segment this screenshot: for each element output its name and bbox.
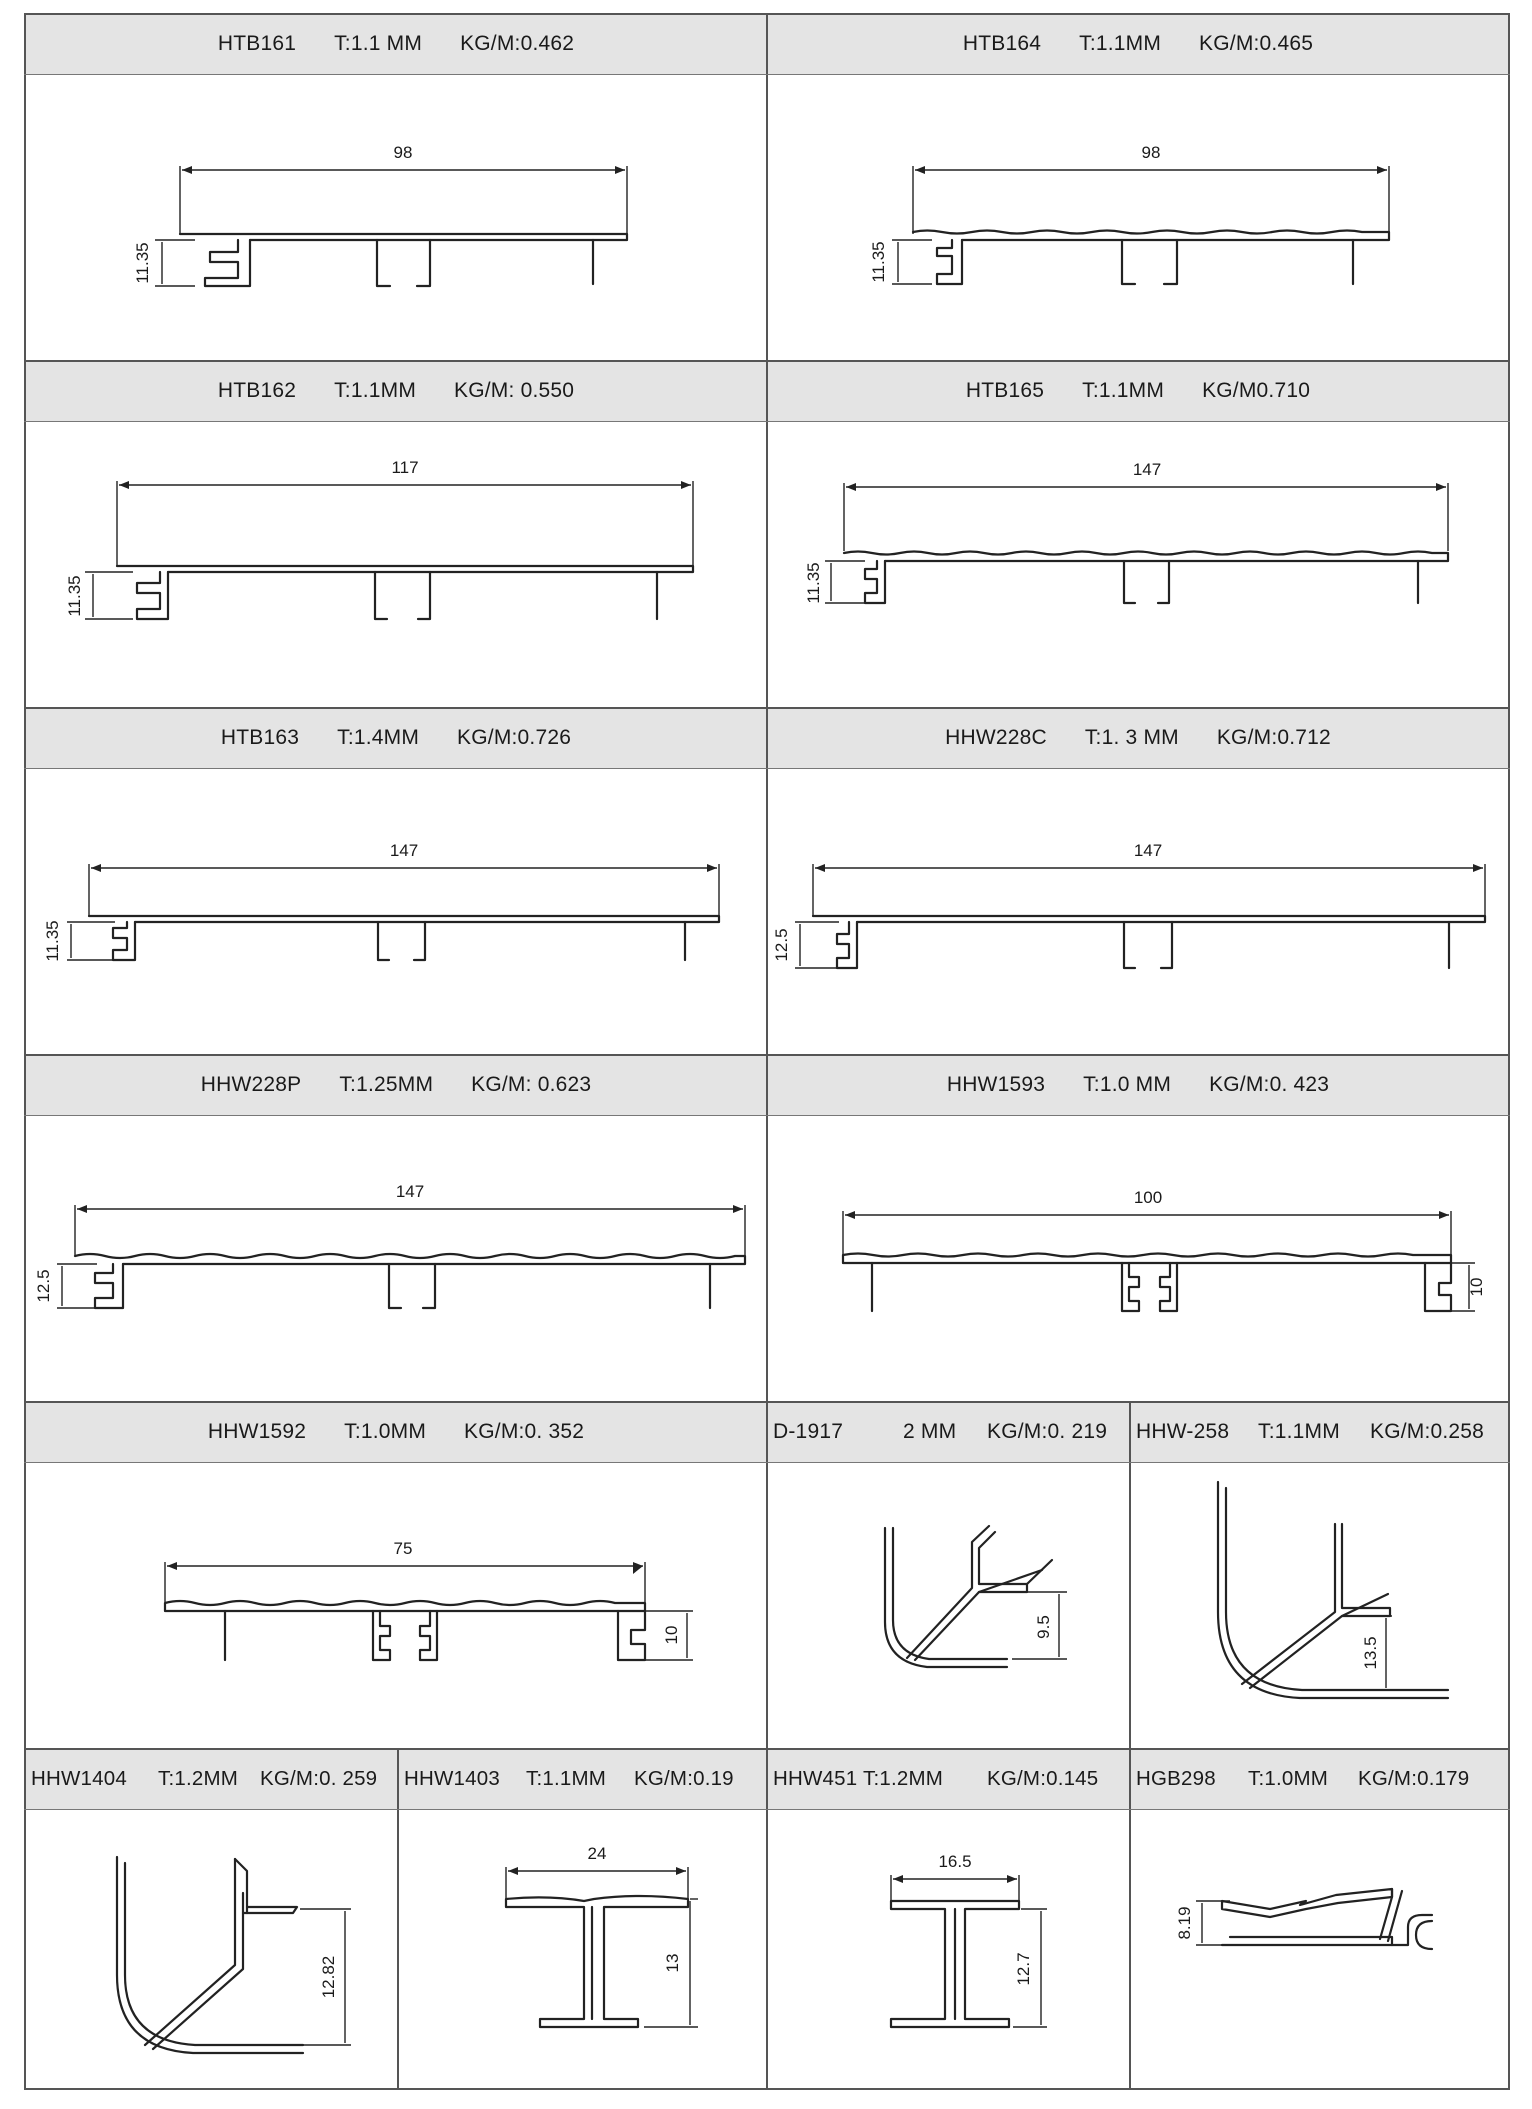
width-dimension: 147: [1133, 841, 1163, 860]
grid-row-line: [24, 707, 1510, 709]
profile-thickness: T:1.1 MM: [334, 32, 423, 55]
grid-row-line: [24, 1401, 1510, 1403]
profile-drawing: [25, 1115, 767, 1402]
profile-drawing-svg: [398, 1809, 767, 2089]
profile-weight: KG/M: 0.550: [454, 379, 575, 402]
profile-card-htb165: [767, 361, 1509, 708]
profile-header: [25, 361, 767, 421]
profile-code: HTB162: [217, 379, 297, 402]
profile-card-hhw258: [1130, 1402, 1509, 1749]
profile-drawing-svg: [767, 74, 1509, 361]
profile-card-htb164: [767, 14, 1509, 361]
width-dimension: 147: [395, 1182, 425, 1201]
profile-drawing: [1130, 1462, 1509, 1749]
profile-thickness: T:1.1MM: [1258, 1420, 1340, 1443]
profile-card-htb161: [25, 14, 767, 361]
profile-thickness: 2 MM: [903, 1420, 957, 1443]
profile-header: [25, 1055, 767, 1115]
profile-drawing: [398, 1809, 767, 2089]
width-dimension: 75: [393, 1539, 413, 1558]
height-dimension: 13: [663, 1953, 682, 1973]
profile-thickness: T:1.2MM: [863, 1767, 943, 1790]
grid-header-line: [24, 1809, 1510, 1810]
profile-header: [767, 1402, 1130, 1462]
profile-thickness: T:1.0 MM: [1083, 1073, 1172, 1096]
grid-header-line: [24, 1462, 1510, 1463]
profile-drawing: [767, 74, 1509, 361]
profile-drawing-svg: [767, 1115, 1509, 1402]
profile-drawing-svg: [1130, 1809, 1509, 2089]
profile-thickness: T:1.2MM: [158, 1767, 238, 1790]
profile-card-hhw1593: [767, 1055, 1509, 1402]
profile-code: HHW1404: [31, 1767, 127, 1790]
profile-weight: KG/M:0.726: [457, 726, 572, 749]
grid-border-left: [24, 13, 26, 2090]
profile-code: HTB163: [220, 726, 300, 749]
profile-drawing-svg: [1130, 1462, 1509, 1749]
grid-header-line: [24, 74, 1510, 75]
profile-drawing-svg: [767, 1809, 1130, 2089]
profile-drawing: [767, 768, 1509, 1055]
profile-drawing-svg: [25, 74, 767, 361]
profile-weight: KG/M:0. 219: [987, 1420, 1108, 1443]
profile-weight: KG/M:0.145: [987, 1767, 1099, 1790]
grid-border-right: [1508, 13, 1510, 2090]
height-dimension: 11.35: [869, 241, 888, 283]
grid-row-line: [24, 1054, 1510, 1056]
width-dimension: 117: [391, 458, 419, 477]
profile-weight: KG/M:0.465: [1199, 32, 1314, 55]
grid-center-line: [766, 13, 768, 2090]
profile-card-htb162: [25, 361, 767, 708]
profile-thickness: T:1.1MM: [1082, 379, 1165, 402]
profile-weight: KG/M:0. 423: [1209, 1073, 1330, 1096]
profile-card-hhw228c: [767, 708, 1509, 1055]
profile-header: [25, 14, 767, 74]
height-dimension: 11.35: [43, 920, 62, 962]
height-dimension: 9.5: [1034, 1615, 1053, 1639]
width-dimension: 147: [1132, 460, 1162, 479]
profile-drawing: [767, 1115, 1509, 1402]
profile-drawing-svg: [767, 768, 1509, 1055]
profile-code: HHW228C: [945, 726, 1047, 749]
height-dimension: 13.5: [1361, 1636, 1380, 1670]
profile-weight: KG/M:0.258: [1370, 1420, 1485, 1443]
profile-code: HHW228P: [200, 1073, 302, 1096]
profile-card-hhw228p: [25, 1055, 767, 1402]
profile-thickness: T:1.1MM: [334, 379, 417, 402]
profile-code: HTB161: [217, 32, 297, 55]
profile-code: HGB298: [1136, 1767, 1216, 1790]
profile-drawing: [1130, 1809, 1509, 2089]
grid-header-line: [24, 1115, 1510, 1116]
profile-weight: KG/M:0.462: [460, 32, 575, 55]
height-dimension: 12.82: [319, 1955, 338, 1999]
profile-drawing-svg: [25, 421, 767, 708]
width-dimension: 24: [587, 1844, 607, 1863]
profile-drawing: [767, 1462, 1130, 1749]
height-dimension: 10: [1467, 1277, 1486, 1297]
grid-row-line: [24, 1748, 1510, 1750]
profile-card-hhw451: [767, 1749, 1130, 2089]
profile-thickness: T:1.25MM: [339, 1073, 434, 1096]
profile-header: [1130, 1749, 1509, 1809]
grid-header-line: [24, 421, 1510, 422]
width-dimension: 100: [1133, 1188, 1163, 1207]
profile-header: [767, 14, 1509, 74]
profile-drawing-svg: [25, 1462, 767, 1749]
profile-header: [25, 1749, 398, 1809]
width-dimension: 16.5: [938, 1852, 972, 1871]
profile-thickness: T:1.0MM: [344, 1420, 427, 1443]
height-dimension: 8.19: [1175, 1906, 1194, 1940]
profile-code: HHW1593: [946, 1073, 1046, 1096]
profile-card-htb163: [25, 708, 767, 1055]
profile-drawing: [25, 421, 767, 708]
profile-header: [767, 1749, 1130, 1809]
profile-drawing-svg: [25, 1115, 767, 1402]
width-dimension: 147: [389, 841, 419, 860]
profile-weight: KG/M:0. 352: [464, 1420, 585, 1443]
profile-card-hhw1403: [398, 1749, 767, 2089]
profile-thickness: T:1.1MM: [526, 1767, 606, 1790]
profile-weight: KG/M:0.179: [1358, 1767, 1470, 1790]
profile-card-hgb298: [1130, 1749, 1509, 2089]
profile-code: HTB164: [962, 32, 1042, 55]
profile-header: [767, 361, 1509, 421]
profile-card-hhw1404: [25, 1749, 398, 2089]
grid-line-r5: [1129, 1402, 1131, 2090]
profile-card-hhw1592: [25, 1402, 767, 1749]
profile-drawing: [25, 768, 767, 1055]
profile-weight: KG/M: 0.623: [471, 1073, 592, 1096]
height-dimension: 10: [662, 1625, 681, 1645]
profile-drawing-svg: [767, 421, 1509, 708]
profile-weight: KG/M:0.712: [1216, 726, 1331, 749]
profile-thickness: T:1.4MM: [337, 726, 420, 749]
profile-header: [767, 1055, 1509, 1115]
profile-drawing-svg: [25, 1809, 398, 2089]
profile-drawing-svg: [767, 1462, 1130, 1749]
profile-thickness: T:1. 3 MM: [1084, 726, 1179, 749]
profile-drawing: [25, 1462, 767, 1749]
profile-drawing: [25, 74, 767, 361]
profile-drawing-svg: [25, 768, 767, 1055]
profile-drawing: [767, 1809, 1130, 2089]
profile-code: D-1917: [773, 1420, 844, 1443]
profile-header: [398, 1749, 767, 1809]
height-dimension: 11.35: [804, 562, 823, 604]
profile-drawing: [767, 421, 1509, 708]
profile-code: HHW-258: [1136, 1420, 1230, 1443]
profile-weight: KG/M0.710: [1202, 379, 1311, 402]
profile-weight: KG/M:0.19: [634, 1767, 734, 1790]
height-dimension: 11.35: [133, 242, 152, 284]
profile-code: HHW1403: [404, 1767, 500, 1790]
height-dimension: 12.5: [772, 928, 791, 962]
profile-header: [1130, 1402, 1509, 1462]
grid-line-r6: [397, 1749, 399, 2090]
profile-thickness: T:1.1MM: [1079, 32, 1162, 55]
grid-header-line: [24, 768, 1510, 769]
profile-code: HHW1592: [207, 1420, 307, 1443]
grid-row-line: [24, 360, 1510, 362]
profile-thickness: T:1.0MM: [1248, 1767, 1328, 1790]
profile-code: HTB165: [965, 379, 1045, 402]
height-dimension: 12.5: [34, 1269, 53, 1303]
profile-header: [25, 1402, 767, 1462]
profile-weight: KG/M:0. 259: [260, 1767, 378, 1790]
profile-header: [767, 708, 1509, 768]
width-dimension: 98: [1141, 143, 1161, 162]
profile-header: [25, 708, 767, 768]
width-dimension: 98: [393, 143, 413, 162]
height-dimension: 11.35: [65, 575, 84, 617]
height-dimension: 12.7: [1014, 1952, 1033, 1986]
profile-drawing: [25, 1809, 398, 2089]
profile-card-d1917: [767, 1402, 1130, 1749]
profile-code: HHW451: [773, 1767, 858, 1790]
